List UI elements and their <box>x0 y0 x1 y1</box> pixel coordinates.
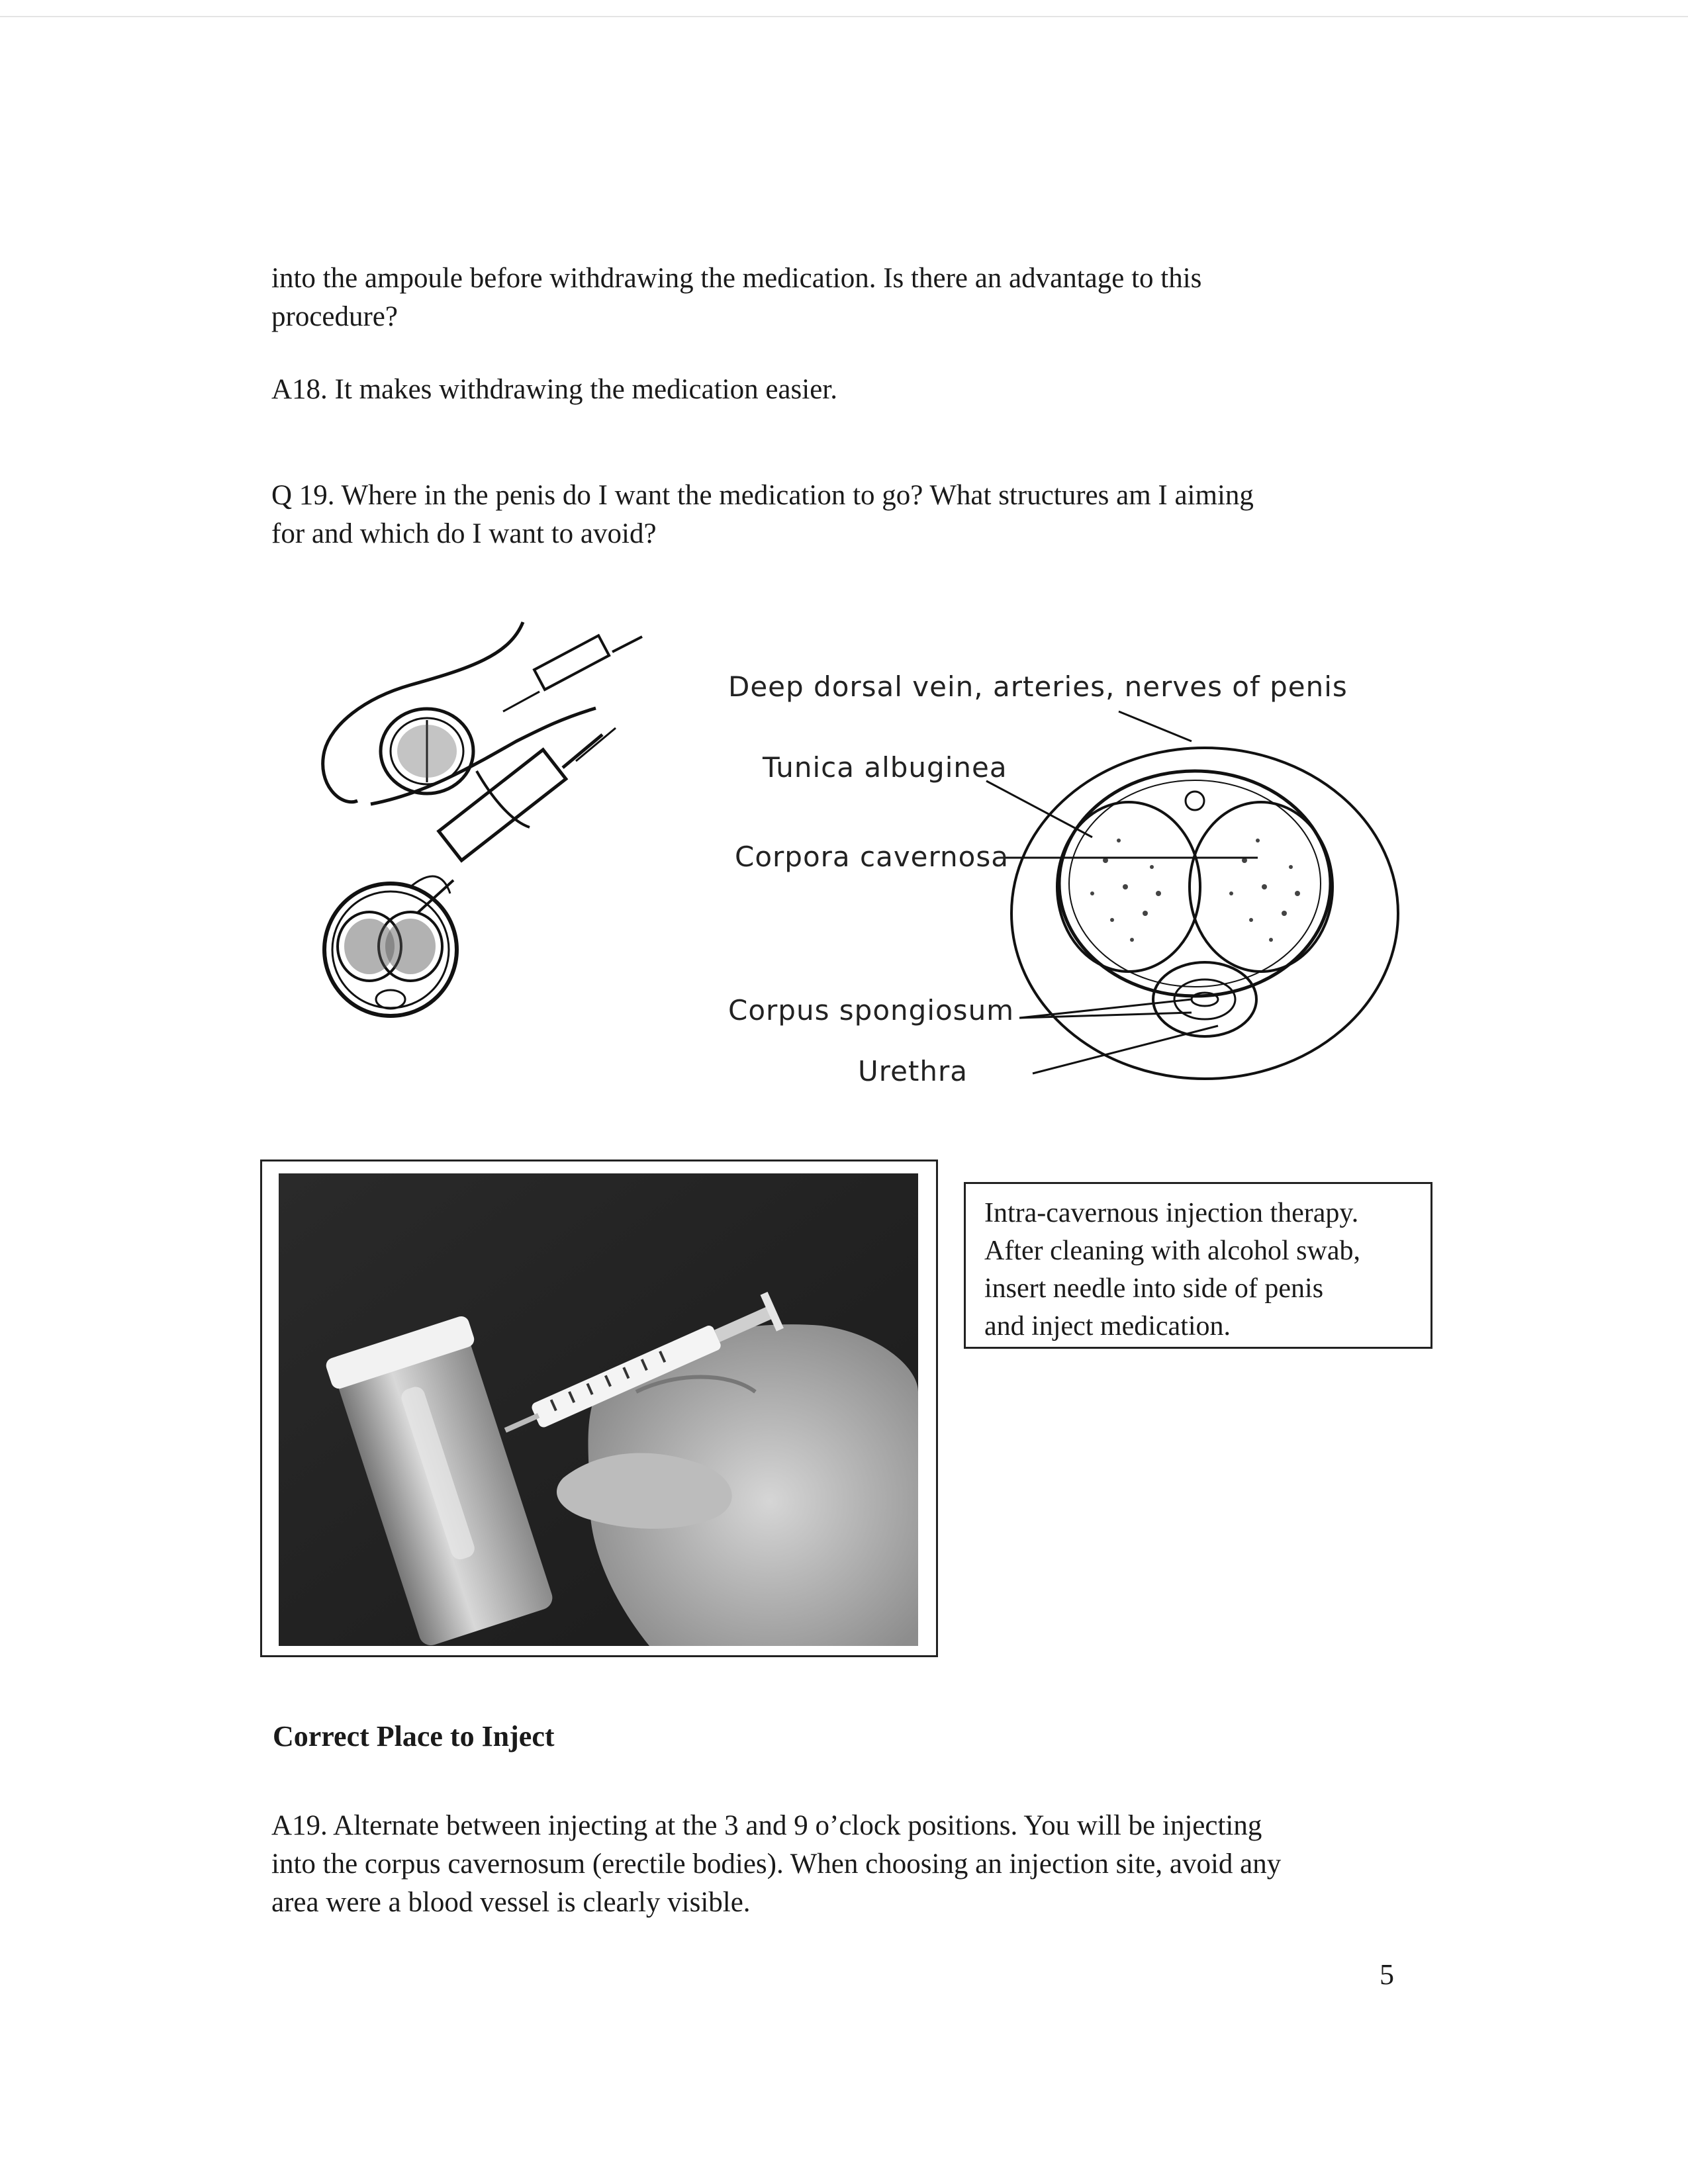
caption-line-1: Intra-cavernous injection therapy. <box>984 1198 1359 1228</box>
label-corpus-spongiosum: Corpus spongiosum <box>728 994 1015 1026</box>
question19 <box>271 477 1410 553</box>
a19-line-3: area were a blood vessel is clearly visible. <box>271 1887 751 1918</box>
caption-line-3: insert needle into side of penis <box>984 1273 1324 1304</box>
label-urethra: Urethra <box>858 1055 968 1087</box>
injection-photo <box>279 1173 918 1646</box>
caption-line-2: After cleaning with alcohol swab, <box>984 1236 1360 1266</box>
q19-line-2: for and which do I want to avoid? <box>271 518 657 549</box>
section-heading: Correct Place to Inject <box>273 1720 555 1752</box>
label-tunica-albuginea: Tunica albuginea <box>763 751 1008 784</box>
a19-line-1: A19. Alternate between injecting at the 3 and 9 o’clock positions. You will be injecting <box>271 1810 1262 1841</box>
answer19 <box>271 1807 1423 1922</box>
q19-line-1: Q 19. Where in the penis do I want the medication to go? What structures am I aiming <box>271 480 1254 511</box>
label-deep-dorsal-vein: Deep dorsal vein, arteries, nerves of penis <box>728 670 1348 703</box>
caption-line-4: and inject medication. <box>984 1311 1231 1342</box>
injection-photo-frame <box>260 1160 938 1657</box>
a19-line-2: into the corpus cavernosum (erectile bodies). When choosing an injection site, avoid any <box>271 1848 1282 1880</box>
label-corpora-cavernosa: Corpora cavernosa <box>735 841 1009 873</box>
page-number: 5 <box>1380 1958 1394 1991</box>
question18-continuation <box>271 259 1410 336</box>
photo-caption-box <box>964 1182 1432 1349</box>
answer18: A18. It makes withdrawing the medication easier. <box>271 374 837 405</box>
q18-line-2: procedure? <box>271 301 398 332</box>
q18-line-1: into the ampoule before withdrawing the medication. Is there an advantage to this <box>271 263 1202 294</box>
scan-top-edge <box>0 16 1688 17</box>
injection-illustration <box>311 609 722 1072</box>
